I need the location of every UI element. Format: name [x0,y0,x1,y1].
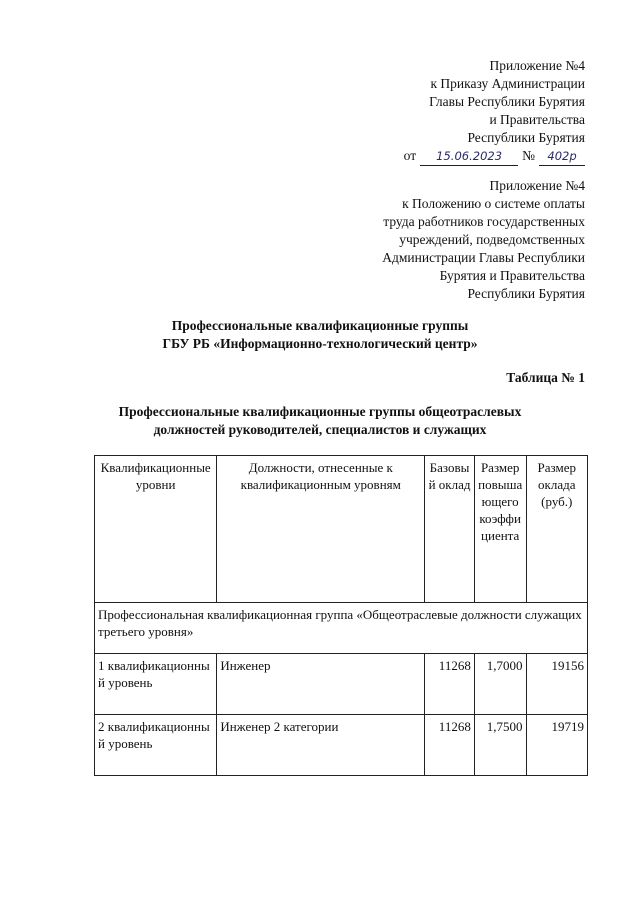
group-label: Профессиональная квалификационная группа «Общеотраслевые должности служащих третьего уровня» [95,603,588,654]
date-prefix: от [403,148,417,163]
header-base-salary: Базовый оклад [425,456,475,603]
cell-level: 2 квалификационный уровень [95,715,217,776]
header-positions: Должности, отнесенные к квалификационным уровням [217,456,425,603]
appendix-line: труда работников государственных [383,214,585,229]
table-number: Таблица № 1 [506,370,585,385]
header-coefficient: Размер повышающего коэффициента [474,456,526,603]
cell-position: Инженер 2 категории [217,715,425,776]
order-date-number-line [404,147,585,166]
cell-salary: 19719 [526,715,587,776]
cell-base: 11268 [425,654,475,715]
appendix-line: Приложение №4 [489,58,585,73]
header-salary: Размер оклада (руб.) [526,456,587,603]
table-title-line: Профессиональные квалификационные группы общеотраслевых [118,404,522,419]
appendix-line: Бурятия и Правительства [439,268,585,283]
cell-salary: 19156 [526,654,587,715]
header-levels: Квалификационные уровни [95,456,217,603]
cell-position: Инженер [217,654,425,715]
order-appendix-block [404,57,585,166]
appendix-line: и Правительства [489,112,585,127]
table-title-line: должностей руководителей, специалистов и служащих [153,422,487,437]
number-prefix: № [522,148,535,163]
appendix-line: Главы Республики Бурятия [429,94,585,109]
regulation-appendix-block [382,177,585,303]
qualification-table [94,455,588,776]
appendix-line: Администрации Главы Республики [382,250,585,265]
appendix-line: Приложение №4 [489,178,585,193]
org-title-line: ГБУ РБ «Информационно-технологический центр» [162,336,478,351]
table-header-row [95,456,588,603]
org-title-line: Профессиональные квалификационные группы [171,318,469,333]
appendix-line: к Приказу Администрации [430,76,585,91]
table-row [95,715,588,776]
org-title [0,317,640,353]
table-title [0,403,640,439]
cell-coef: 1,7500 [474,715,526,776]
cell-coef: 1,7000 [474,654,526,715]
appendix-line: к Положению о системе оплаты [402,196,585,211]
appendix-line: учреждений, подведомственных [399,232,585,247]
table-row [95,654,588,715]
handwritten-date: 15.06.2023 [420,147,518,166]
appendix-line: Республики Бурятия [467,130,585,145]
appendix-line: Республики Бурятия [467,286,585,301]
cell-base: 11268 [425,715,475,776]
handwritten-number: 402р [539,147,585,166]
table-group-row [95,603,588,654]
cell-level: 1 квалификационный уровень [95,654,217,715]
